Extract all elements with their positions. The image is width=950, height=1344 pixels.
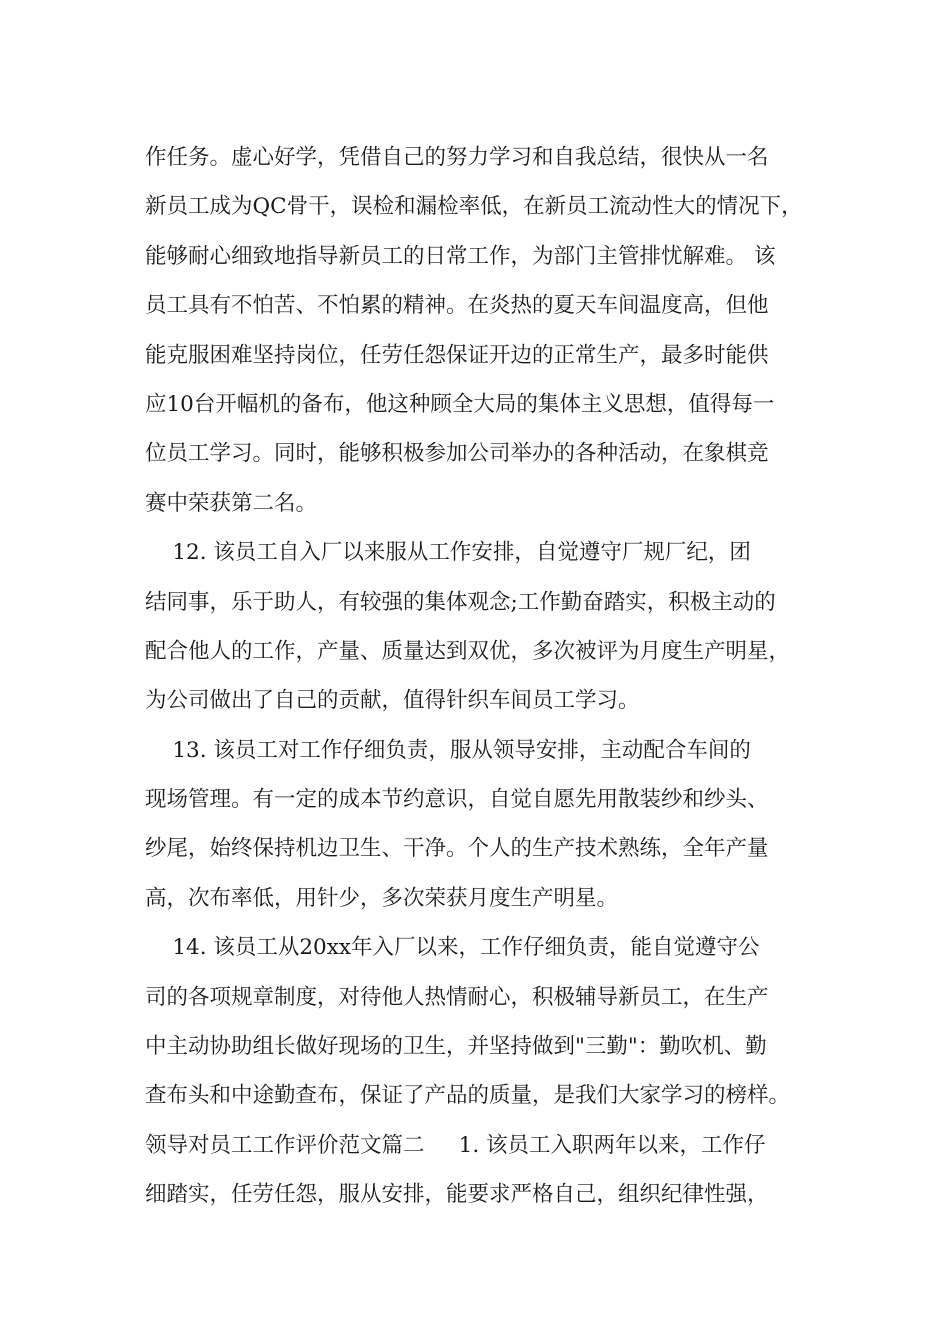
text-line: 赛中荣获第二名。 [145, 490, 318, 516]
text-line: 领导对员工工作评价范文篇二 1. 该员工入职两年以来，工作仔 [145, 1132, 766, 1158]
text-line: 应10台开幅机的备布，他这种顾全大局的集体主义思想，值得每一 [145, 391, 775, 417]
text-line: 员工具有不怕苦、不怕累的精神。在炎热的夏天车间温度高，但他 [145, 293, 769, 319]
text-line: 纱尾，始终保持机边卫生、干净。个人的生产技术熟练，全年产量 [145, 836, 769, 862]
text-line: 能克服困难坚持岗位，任劳任怨保证开边的正常生产，最多时能供 [145, 342, 769, 368]
text-line: 现场管理。有一定的成本节约意识，自觉自愿先用散装纱和纱头、 [145, 787, 769, 813]
text-line: 细踏实，任劳任怨，服从安排，能要求严格自己，组织纪律性强， [145, 1182, 769, 1208]
text-line: 中主动协助组长做好现场的卫生，并坚持做到"三勤"：勤吹机、勤 [145, 1034, 767, 1060]
text-line: 13. 该员工对工作仔细负责，服从领导安排，主动配合车间的 [145, 737, 751, 763]
text-line: 位员工学习。同时，能够积极参加公司举办的各种活动，在象棋竞 [145, 441, 769, 467]
text-line: 能够耐心细致地指导新员工的日常工作，为部门主管排忧解难。 该 [145, 243, 776, 269]
document-body [145, 133, 835, 1220]
text-line: 新员工成为QC骨干，误检和漏检率低，在新员工流动性大的情况下， [145, 194, 803, 220]
text-line: 14. 该员工从20xx年入厂以来，工作仔细负责，能自觉遵守公 [145, 935, 760, 961]
text-line: 配合他人的工作，产量、质量达到双优，多次被评为月度生产明星， [145, 638, 791, 664]
text-line: 为公司做出了自己的贡献，值得针织车间员工学习。 [145, 688, 640, 714]
text-line: 结同事，乐于助人，有较强的集体观念;工作勤奋踏实，积极主动的 [145, 589, 776, 615]
text-line: 作任务。虚心好学，凭借自己的努力学习和自我总结，很快从一名 [145, 145, 769, 170]
text-line: 查布头和中途勤查布，保证了产品的质量，是我们大家学习的榜样。 [145, 1083, 791, 1109]
text-line: 司的各项规章制度，对待他人热情耐心，积极辅导新员工，在生产 [145, 984, 769, 1010]
text-line: 高，次布率低，用针少，多次荣获月度生产明星。 [145, 885, 619, 911]
text-line: 12. 该员工自入厂以来服从工作安排，自觉遵守厂规厂纪，团 [145, 540, 751, 566]
